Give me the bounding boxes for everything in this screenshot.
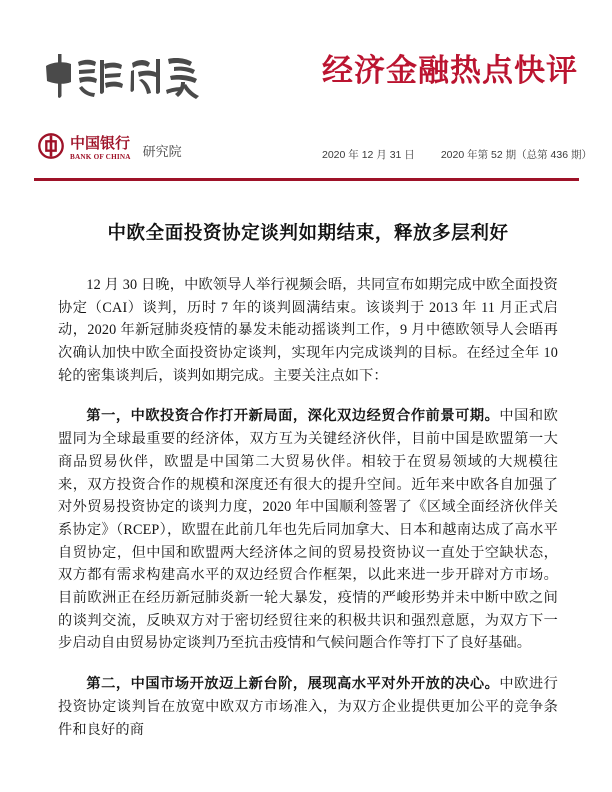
publication-title: 经济金融热点快评 [322, 53, 578, 89]
boc-name-en: BANK OF CHINA [70, 152, 131, 161]
paragraph-2 [58, 405, 558, 655]
logo-issue-row [0, 133, 612, 177]
masthead [0, 46, 612, 108]
brand-script-logo [38, 46, 218, 104]
boc-name-cn: 中国银行 [70, 135, 131, 152]
paragraph-1-text: 12 月 30 日晚，中欧领导人举行视频会晤，共同宣布如期完成中欧全面投资协定（CAI）谈判，历时 7 年的谈判圆满结束。该谈判于 2013 年 11 月正式启动，2020 年新冠肺炎疫情的暴发未能动摇谈判工作，9 月中德欧领导人会晤再次确认加快中欧全面投资协定谈判，实现年内完成谈判的目标。在经过全年 10 轮的密集谈判后，谈判如期完成。主要关注点如下： [58, 276, 558, 384]
paragraph-3-text: 中欧进行投资协定谈判旨在放宽中欧双方市场准入，为双方企业提供更加公平的竞争条件和良好的商 [58, 676, 558, 738]
paragraph-2-text: 中国和欧盟同为全球最重要的经济体，双方互为关键经济伙伴，目前中国是欧盟第一大商品贸易伙伴，欧盟是中国第二大贸易伙伴。相较于在贸易领域的大规模往来，双方投资合作的规模和深度还有很大的提升空间。近年来中欧各自加强了对外贸易投资协定的谈判力度，2020 年中国顺利签署了《区域全面经济伙伴关系协定》（RCEP），欧盟在此前几年也先后同加拿大、日本和越南达成了高水平自贸协定，但中国和欧盟两大经济体之间的贸易投资协议一直处于空缺状态，双方都有需求构建高水平的双边经贸合作框架，以此来进一步开辟对方市场。目前欧洲正在经历新冠肺炎新一轮大暴发，疫情的严峻形势并未中断中欧之间的谈判交流，反映双方对于密切经贸往来的积极共识和强烈意愿，为双方下一步启动自由贸易协定谈判乃至抗击疫情和气候问题合作等打下了良好基础。 [58, 408, 558, 652]
article-title: 中欧全面投资协定谈判如期结束，释放多层利好 [107, 224, 509, 244]
issue-number: 2020 年第 52 期（总第 436 期） [440, 149, 592, 161]
boc-wordmark [70, 137, 131, 161]
bank-of-china-logo [38, 133, 182, 161]
paragraph-3 [58, 673, 558, 741]
institute-name: 研究院 [142, 144, 182, 159]
paragraph-2-lead: 第一，中欧投资合作打开新局面，深化双边经贸合作前景可期。 [86, 408, 500, 425]
header-divider-rule [34, 178, 579, 181]
boc-emblem-icon [38, 133, 64, 159]
publish-date: 2020 年 12 月 31 日 [322, 149, 415, 161]
article-body [58, 222, 558, 741]
paragraph-3-lead: 第二，中国市场开放迈上新台阶，展现高水平对外开放的决心。 [86, 676, 500, 693]
paragraph-1 [58, 274, 558, 388]
issue-info [322, 147, 592, 162]
